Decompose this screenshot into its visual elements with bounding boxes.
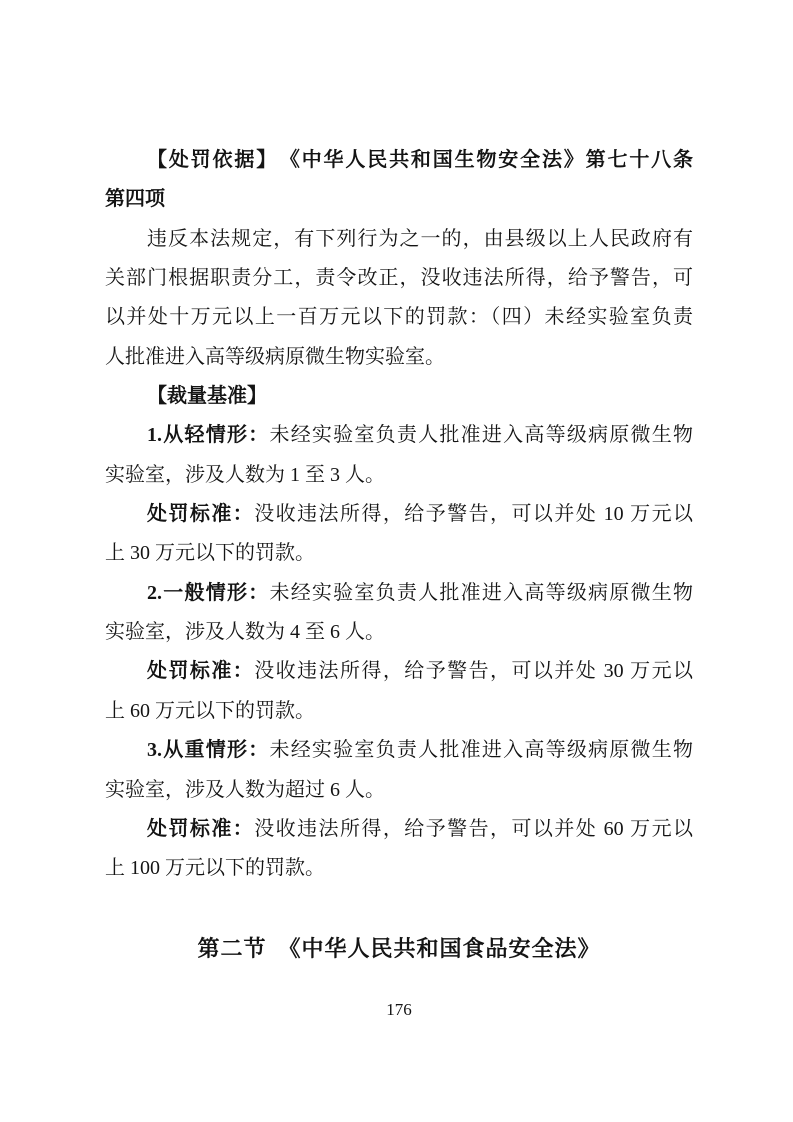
text-line [105, 574, 693, 613]
text-line [105, 220, 693, 259]
text-line [105, 456, 693, 495]
text-line [105, 810, 693, 849]
text-run: 上 100 万元以下的罚款。 [105, 857, 325, 880]
bold-run: 【处罚依据】 《中华人民共和国生物安全法》第七十八条 [147, 149, 693, 171]
text-run: 实验室，涉及人数为 4 至 6 人。 [105, 621, 385, 644]
text-line [105, 692, 693, 731]
text-run: 关部门根据职责分工，责令改正，没收违法所得，给予警告，可 [105, 267, 693, 290]
text-line [105, 141, 693, 180]
bold-run: 处罚标准： [147, 660, 255, 683]
text-line [105, 377, 693, 416]
bold-run: 【裁量基准】 [147, 385, 267, 408]
text-run: 人批准进入高等级病原微生物实验室。 [105, 345, 445, 368]
text-line [105, 652, 693, 691]
text-line [105, 338, 693, 377]
text-line [105, 731, 693, 770]
bold-run: 处罚标准： [147, 817, 255, 840]
bold-run: 第四项 [105, 188, 165, 211]
text-run: 未经实验室负责人批准进入高等级病原微生物 [269, 581, 694, 604]
text-line [105, 849, 693, 888]
text-line [105, 416, 693, 455]
text-line [105, 298, 693, 337]
text-line [105, 180, 693, 219]
text-line [105, 495, 693, 534]
text-run: 实验室，涉及人数为 1 至 3 人。 [105, 463, 385, 486]
text-line [105, 534, 693, 573]
text-run: 上 30 万元以下的罚款。 [105, 542, 315, 565]
bold-run: 1.从轻情形： [147, 424, 270, 447]
text-run: 未经实验室负责人批准进入高等级病原微生物 [269, 424, 694, 447]
text-run: 违反本法规定，有下列行为之一的，由县级以上人民政府有 [147, 227, 693, 250]
text-line [105, 613, 693, 652]
document-body [105, 141, 693, 889]
text-run: 没收违法所得，给予警告，可以并处 30 万元以 [254, 660, 694, 683]
text-run: 上 60 万元以下的罚款。 [105, 699, 315, 722]
text-line [105, 259, 693, 298]
text-run: 实验室，涉及人数为超过 6 人。 [105, 778, 385, 801]
text-run: 没收违法所得，给予警告，可以并处 60 万元以 [254, 817, 694, 840]
bold-run: 2.一般情形： [147, 581, 270, 604]
section-heading: 第二节 《中华人民共和国食品安全法》 [197, 936, 601, 961]
text-line [105, 771, 693, 810]
text-run: 以并处十万元以上一百万元以下的罚款：（四）未经实验室负责 [105, 306, 693, 329]
page-number: 176 [386, 1000, 412, 1019]
bold-run: 3.从重情形： [147, 739, 270, 762]
text-run: 没收违法所得，给予警告，可以并处 10 万元以 [254, 503, 694, 526]
bold-run: 处罚标准： [147, 503, 255, 526]
text-run: 未经实验室负责人批准进入高等级病原微生物 [269, 739, 694, 762]
